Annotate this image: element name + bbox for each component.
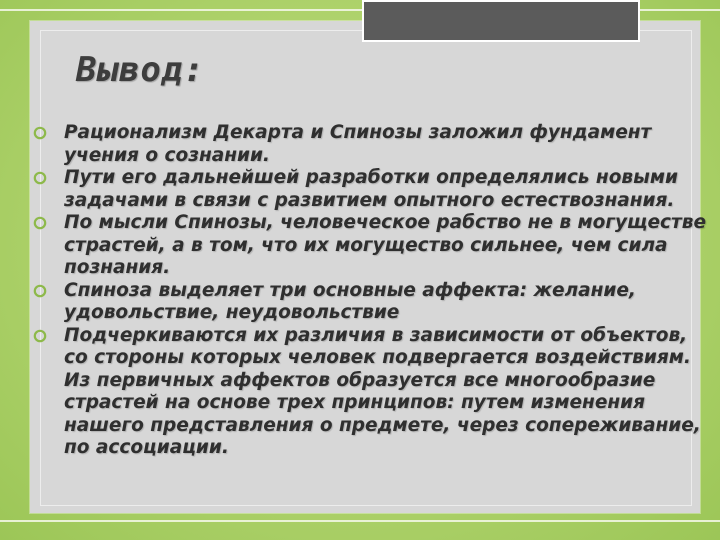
- hollow-circle-bullet-icon: [32, 215, 48, 231]
- bullet-text: Пути его дальнейшей разработки определялись новыми задачами в связи с развитием опытного естествознания.: [64, 167, 678, 211]
- slide-title: Вывод:: [76, 50, 205, 90]
- hollow-circle-bullet-icon: [32, 125, 48, 141]
- bullet-item: [16, 325, 716, 460]
- bottom-decorative-line: [0, 520, 720, 522]
- hollow-circle-bullet-icon: [32, 170, 48, 186]
- bullet-item: [16, 280, 716, 325]
- bullet-item: [16, 167, 716, 212]
- hollow-circle-bullet-icon: [32, 283, 48, 299]
- bullet-text: Спиноза выделяет три основные аффекта: желание, удовольствие, неудовольствие: [64, 279, 636, 323]
- bullet-text: Рационализм Декарта и Спинозы заложил фундамент учения о сознании.: [64, 122, 652, 166]
- hollow-circle-bullet-icon: [32, 328, 48, 344]
- bullet-item: [16, 212, 716, 280]
- bullet-list: [16, 122, 716, 460]
- bullet-item: [16, 122, 716, 167]
- bullet-text: Подчеркиваются их различия в зависимости от объектов, со стороны которых человек подвергается воздействиям. Из первичных аффектов образуется все многообразие страстей на основе трех принципов: путем изменения нашего представления о предмете, через сопереживание, по ассоциации.: [64, 324, 701, 458]
- bullet-text: По мысли Спинозы, человеческое рабство не в могуществе страстей, а в том, что их могущество сильнее, чем сила познания.: [64, 212, 706, 278]
- accent-bar: [362, 0, 640, 42]
